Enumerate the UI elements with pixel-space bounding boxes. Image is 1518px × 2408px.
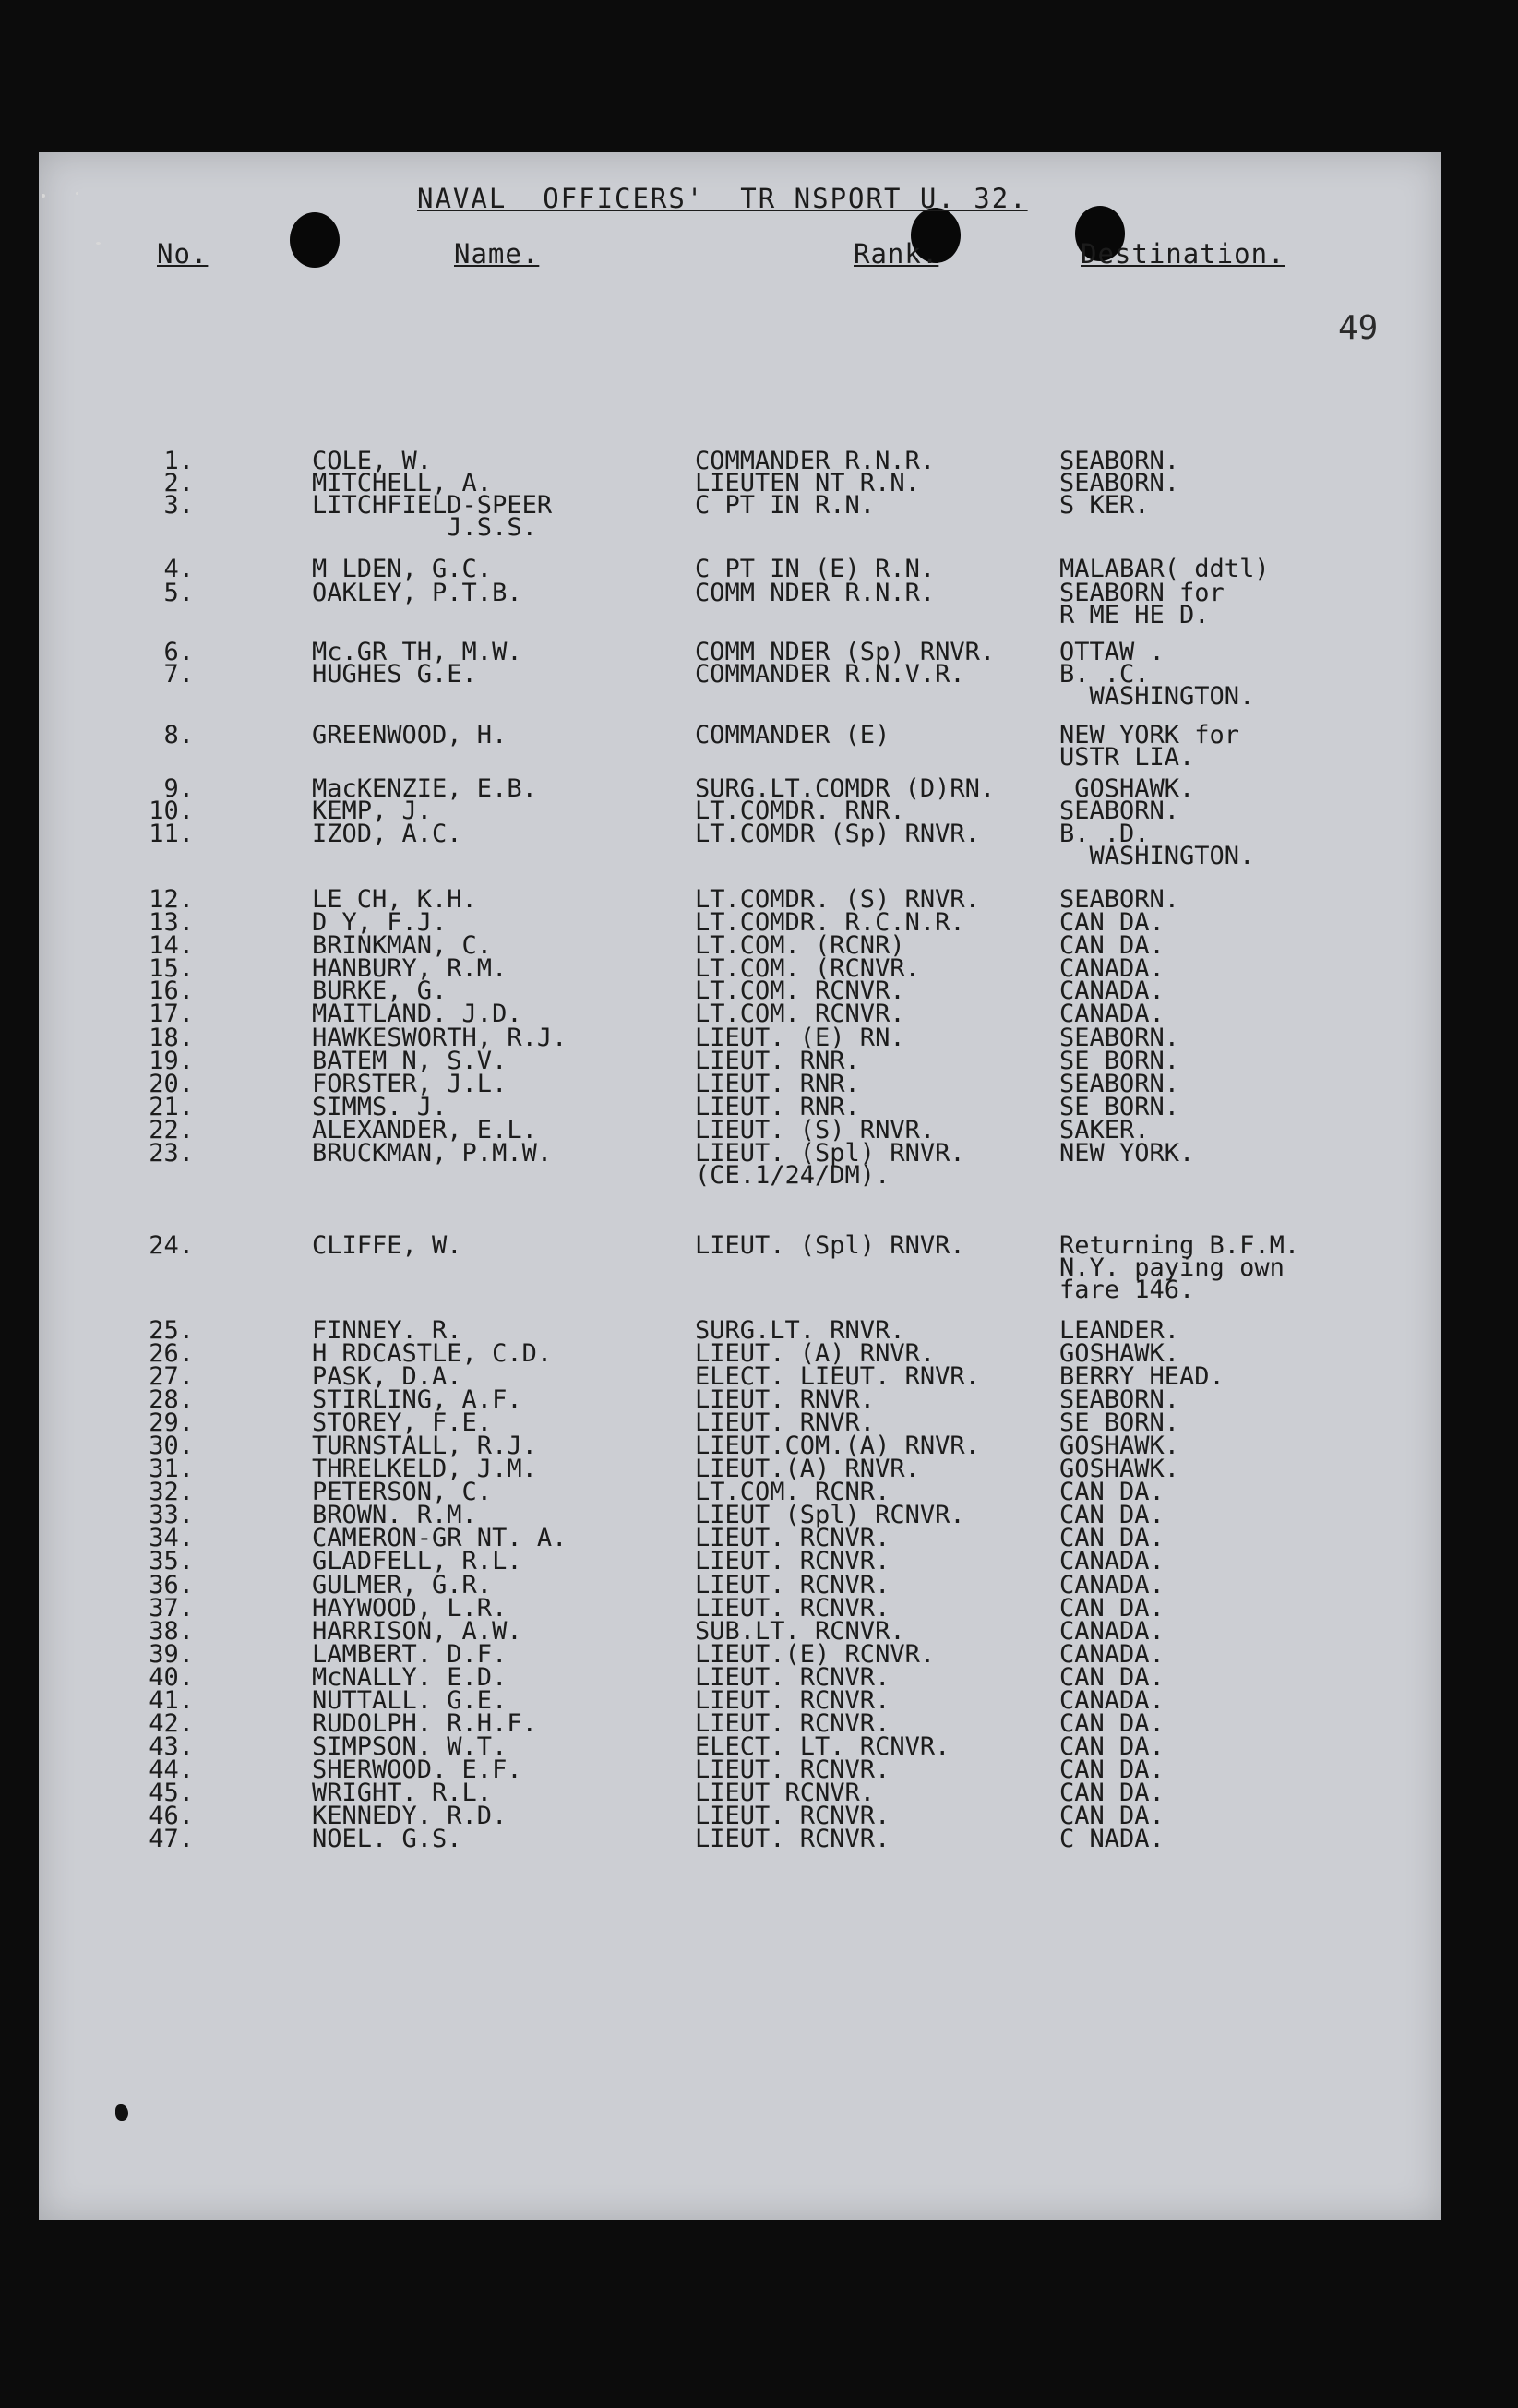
- row-number: 12.: [149, 885, 194, 914]
- row-number: 16.: [149, 976, 194, 1005]
- officer-destination: B. .D. WASHINGTON.: [1059, 820, 1255, 870]
- row-number: 22.: [149, 1116, 194, 1144]
- row-number: 25.: [149, 1316, 194, 1345]
- officer-rank: LIEUT. RNR.: [695, 1047, 860, 1075]
- officer-name: IZOD, A.C.: [312, 820, 462, 848]
- officer-name: LITCHFIELD-SPEER J.S.S.: [312, 491, 553, 542]
- officer-name: GLADFELL, R.L.: [312, 1547, 522, 1575]
- row-number: 34.: [149, 1524, 194, 1552]
- officer-destination: CAN DA.: [1059, 1524, 1165, 1552]
- officer-name: H RDCASTLE, C.D.: [312, 1339, 553, 1368]
- officer-rank: ELECT. LT. RCNVR.: [695, 1732, 950, 1761]
- officer-name: LE CH, K.H.: [312, 885, 477, 914]
- officer-rank: LIEUT. RNR.: [695, 1093, 860, 1121]
- officer-name: GREENWOOD, H.: [312, 721, 508, 749]
- row-number: 43.: [149, 1732, 194, 1761]
- officer-destination: BERRY HEAD.: [1059, 1362, 1225, 1391]
- row-number: 37.: [149, 1594, 194, 1623]
- officer-name: HARRISON, A.W.: [312, 1617, 522, 1646]
- officer-destination: C NADA.: [1059, 1825, 1165, 1853]
- officer-name: RUDOLPH. R.H.F.: [312, 1709, 537, 1738]
- row-number: 10.: [149, 797, 194, 825]
- officer-rank: SURG.LT.COMDR (D)RN.: [695, 774, 996, 803]
- header-destination: Destination.: [1081, 238, 1285, 270]
- officer-destination: CAN DA.: [1059, 1501, 1165, 1529]
- officer-destination: SEABORN.: [1059, 469, 1180, 497]
- row-number: 28.: [149, 1385, 194, 1414]
- officer-name: McNALLY. E.D.: [312, 1663, 508, 1692]
- officer-rank: COMM NDER (Sp) RNVR.: [695, 638, 996, 666]
- row-number: 5.: [163, 579, 194, 607]
- officer-rank: C PT IN (E) R.N.: [695, 555, 936, 583]
- officer-rank: LT.COMDR. RNR.: [695, 797, 905, 825]
- officer-destination: CAN DA.: [1059, 1755, 1165, 1784]
- officer-name: NOEL. G.S.: [312, 1825, 462, 1853]
- officer-destination: SE BORN.: [1059, 1408, 1180, 1437]
- officer-name: M LDEN, G.C.: [312, 555, 493, 583]
- officer-name: MAITLAND. J.D.: [312, 1000, 522, 1028]
- officer-rank: C PT IN R.N.: [695, 491, 876, 520]
- officer-name: HUGHES G.E.: [312, 660, 477, 689]
- row-number: 35.: [149, 1547, 194, 1575]
- officer-destination: SEABORN for R ME HE D.: [1059, 579, 1225, 629]
- officer-destination: CANADA.: [1059, 976, 1165, 1005]
- officer-rank: COMM NDER R.N.R.: [695, 579, 936, 607]
- officer-destination: CAN DA.: [1059, 1594, 1165, 1623]
- row-number: 17.: [149, 1000, 194, 1028]
- row-number: 47.: [149, 1825, 194, 1853]
- officer-destination: CAN DA.: [1059, 908, 1165, 937]
- officer-rank: LIEUT. (Spl) RNVR.: [695, 1231, 965, 1260]
- officer-destination: SEABORN.: [1059, 797, 1180, 825]
- officer-rank: LT.COMDR. (S) RNVR.: [695, 885, 980, 914]
- officer-destination: SAKER.: [1059, 1116, 1150, 1144]
- row-number: 38.: [149, 1617, 194, 1646]
- row-number: 9.: [163, 774, 194, 803]
- officer-name: HAWKESWORTH, R.J.: [312, 1024, 568, 1052]
- row-number: 15.: [149, 954, 194, 983]
- officer-destination: CANADA.: [1059, 1686, 1165, 1715]
- row-number: 36.: [149, 1571, 194, 1599]
- row-number: 19.: [149, 1047, 194, 1075]
- officer-rank: LT.COMDR (Sp) RNVR.: [695, 820, 980, 848]
- officer-rank: ELECT. LIEUT. RNVR.: [695, 1362, 980, 1391]
- officer-destination: OTTAW .: [1059, 638, 1165, 666]
- officer-rank: LIEUT.(E) RCNVR.: [695, 1640, 936, 1669]
- officer-name: FINNEY. R.: [312, 1316, 462, 1345]
- row-number: 2.: [163, 469, 194, 497]
- officer-name: STOREY, F.E.: [312, 1408, 493, 1437]
- row-number: 39.: [149, 1640, 194, 1669]
- officer-destination: S KER.: [1059, 491, 1150, 520]
- document-title: NAVAL OFFICERS' TR NSPORT U. 32.: [417, 183, 1028, 214]
- officer-destination: CANADA.: [1059, 1000, 1165, 1028]
- page-number-stamp: 49: [1338, 309, 1379, 347]
- officer-destination: SEABORN.: [1059, 1385, 1180, 1414]
- officer-destination: B. .C. WASHINGTON.: [1059, 660, 1255, 711]
- officer-destination: CANADA.: [1059, 1547, 1165, 1575]
- officer-name: PETERSON, C.: [312, 1478, 493, 1506]
- officer-name: KENNEDY. R.D.: [312, 1802, 508, 1830]
- officer-name: SIMMS. J.: [312, 1093, 448, 1121]
- officer-rank: LT.COM. RCNR.: [695, 1478, 890, 1506]
- row-number: 27.: [149, 1362, 194, 1391]
- row-number: 31.: [149, 1455, 194, 1483]
- row-number: 18.: [149, 1024, 194, 1052]
- officer-name: THRELKELD, J.M.: [312, 1455, 537, 1483]
- dust-speck: [76, 192, 78, 195]
- officer-rank: COMMANDER R.N.V.R.: [695, 660, 965, 689]
- officer-name: D Y, F.J.: [312, 908, 448, 937]
- officer-name: STIRLING, A.F.: [312, 1385, 522, 1414]
- officer-name: SHERWOOD. E.F.: [312, 1755, 522, 1784]
- punch-hole: [290, 212, 340, 268]
- officer-name: COLE, W.: [312, 447, 433, 475]
- officer-name: HANBURY, R.M.: [312, 954, 508, 983]
- officer-destination: CAN DA.: [1059, 1709, 1165, 1738]
- row-number: 4.: [163, 555, 194, 583]
- officer-rank: LT.COM. (RCNVR.: [695, 954, 920, 983]
- officer-destination: GOSHAWK.: [1059, 1432, 1180, 1460]
- officer-destination: GOSHAWK.: [1059, 1339, 1180, 1368]
- officer-rank: LIEUT. RCNVR.: [695, 1802, 890, 1830]
- officer-name: HAYWOOD, L.R.: [312, 1594, 508, 1623]
- officer-rank: LIEUT. RCNVR.: [695, 1571, 890, 1599]
- row-number: 32.: [149, 1478, 194, 1506]
- officer-name: BROWN. R.M.: [312, 1501, 477, 1529]
- row-number: 11.: [149, 820, 194, 848]
- officer-destination: SEABORN.: [1059, 1024, 1180, 1052]
- row-number: 42.: [149, 1709, 194, 1738]
- officer-destination: CANADA.: [1059, 1640, 1165, 1669]
- officer-rank: LIEUT.COM.(A) RNVR.: [695, 1432, 980, 1460]
- officer-rank: SUB.LT. RCNVR.: [695, 1617, 905, 1646]
- row-number: 26.: [149, 1339, 194, 1368]
- officer-destination: GOSHAWK.: [1059, 1455, 1180, 1483]
- officer-rank: LIEUT (Spl) RCNVR.: [695, 1501, 965, 1529]
- row-number: 44.: [149, 1755, 194, 1784]
- officer-name: BATEM N, S.V.: [312, 1047, 508, 1075]
- officer-rank: LIEUT. RNR.: [695, 1070, 860, 1098]
- officer-destination: GOSHAWK.: [1059, 774, 1195, 803]
- row-number: 21.: [149, 1093, 194, 1121]
- row-number: 33.: [149, 1501, 194, 1529]
- officer-name: LAMBERT. D.F.: [312, 1640, 508, 1669]
- officer-rank: LIEUT. (A) RNVR.: [695, 1339, 936, 1368]
- officer-destination: NEW YORK for USTR LIA.: [1059, 721, 1240, 772]
- officer-name: GULMER, G.R.: [312, 1571, 493, 1599]
- officer-rank: LIEUT. RCNVR.: [695, 1663, 890, 1692]
- officer-name: BURKE, G.: [312, 976, 448, 1005]
- officer-name: SIMPSON. W.T.: [312, 1732, 508, 1761]
- officer-rank: LIEUT. (E) RN.: [695, 1024, 905, 1052]
- officer-rank: LIEUT. RCNVR.: [695, 1594, 890, 1623]
- row-number: 7.: [163, 660, 194, 689]
- officer-name: CAMERON-GR NT. A.: [312, 1524, 568, 1552]
- header-name: Name.: [454, 238, 540, 270]
- officer-destination: CANADA.: [1059, 1571, 1165, 1599]
- officer-rank: LIEUT. RCNVR.: [695, 1524, 890, 1552]
- row-number: 46.: [149, 1802, 194, 1830]
- officer-name: BRINKMAN, C.: [312, 931, 493, 960]
- officer-rank: LT.COMDR. R.C.N.R.: [695, 908, 965, 937]
- row-number: 8.: [163, 721, 194, 749]
- officer-destination: CANADA.: [1059, 954, 1165, 983]
- officer-name: PASK, D.A.: [312, 1362, 462, 1391]
- officer-destination: NEW YORK.: [1059, 1139, 1195, 1168]
- officer-rank: LT.COM. RCNVR.: [695, 976, 905, 1005]
- officer-rank: LIEUT. RCNVR.: [695, 1825, 890, 1853]
- officer-rank: LIEUT. RCNVR.: [695, 1755, 890, 1784]
- row-number: 40.: [149, 1663, 194, 1692]
- officer-name: WRIGHT. R.L.: [312, 1779, 493, 1807]
- officer-rank: COMMANDER (E): [695, 721, 890, 749]
- officer-destination: SEABORN.: [1059, 1070, 1180, 1098]
- officer-name: BRUCKMAN, P.M.W.: [312, 1139, 553, 1168]
- row-number: 14.: [149, 931, 194, 960]
- row-number: 41.: [149, 1686, 194, 1715]
- officer-rank: LIEUTEN NT R.N.: [695, 469, 920, 497]
- officer-name: Mc.GR TH, M.W.: [312, 638, 522, 666]
- officer-rank: LT.COM. (RCNR): [695, 931, 905, 960]
- officer-name: OAKLEY, P.T.B.: [312, 579, 522, 607]
- header-rank: Rank.: [854, 238, 939, 270]
- officer-rank: LIEUT. RCNVR.: [695, 1547, 890, 1575]
- officer-destination: CAN DA.: [1059, 931, 1165, 960]
- officer-rank: LIEUT. RCNVR.: [695, 1686, 890, 1715]
- dust-speck: [42, 194, 45, 198]
- officer-destination: CAN DA.: [1059, 1802, 1165, 1830]
- officer-destination: SE BORN.: [1059, 1047, 1180, 1075]
- row-number: 6.: [163, 638, 194, 666]
- officer-destination: CAN DA.: [1059, 1732, 1165, 1761]
- officer-destination: SE BORN.: [1059, 1093, 1180, 1121]
- officer-destination: Returning B.F.M. N.Y. paying own fare 146.: [1059, 1231, 1300, 1304]
- officer-destination: CAN DA.: [1059, 1478, 1165, 1506]
- officer-destination: CANADA.: [1059, 1617, 1165, 1646]
- officer-name: MITCHELL, A.: [312, 469, 493, 497]
- officer-rank: LIEUT. (S) RNVR.: [695, 1116, 936, 1144]
- row-number: 24.: [149, 1231, 194, 1260]
- officer-name: MacKENZIE, E.B.: [312, 774, 537, 803]
- officer-rank: LIEUT. (Spl) RNVR. (CE.1/24/DM).: [695, 1139, 965, 1190]
- officer-destination: CAN DA.: [1059, 1663, 1165, 1692]
- dust-speck: [96, 242, 101, 245]
- row-number: 45.: [149, 1779, 194, 1807]
- officer-rank: LIEUT. RNVR.: [695, 1408, 876, 1437]
- officer-rank: LIEUT.(A) RNVR.: [695, 1455, 920, 1483]
- ink-mark: [115, 2104, 128, 2121]
- row-number: 3.: [163, 491, 194, 520]
- row-number: 30.: [149, 1432, 194, 1460]
- officer-rank: LIEUT RCNVR.: [695, 1779, 876, 1807]
- officer-destination: SEABORN.: [1059, 447, 1180, 475]
- officer-rank: COMMANDER R.N.R.: [695, 447, 936, 475]
- officer-name: NUTTALL. G.E.: [312, 1686, 508, 1715]
- officer-destination: LEANDER.: [1059, 1316, 1180, 1345]
- officer-destination: MALABAR( ddtl): [1059, 555, 1270, 583]
- officer-name: CLIFFE, W.: [312, 1231, 462, 1260]
- header-no: No.: [157, 238, 209, 270]
- row-number: 1.: [163, 447, 194, 475]
- officer-name: ALEXANDER, E.L.: [312, 1116, 537, 1144]
- officer-rank: LIEUT. RNVR.: [695, 1385, 876, 1414]
- officer-name: TURNSTALL, R.J.: [312, 1432, 537, 1460]
- row-number: 29.: [149, 1408, 194, 1437]
- officer-destination: CAN DA.: [1059, 1779, 1165, 1807]
- row-number: 23.: [149, 1139, 194, 1168]
- officer-destination: SEABORN.: [1059, 885, 1180, 914]
- officer-rank: LT.COM. RCNVR.: [695, 1000, 905, 1028]
- row-number: 13.: [149, 908, 194, 937]
- officer-rank: LIEUT. RCNVR.: [695, 1709, 890, 1738]
- row-number: 20.: [149, 1070, 194, 1098]
- officer-name: FORSTER, J.L.: [312, 1070, 508, 1098]
- officer-rank: SURG.LT. RNVR.: [695, 1316, 905, 1345]
- officer-name: KEMP, J.: [312, 797, 433, 825]
